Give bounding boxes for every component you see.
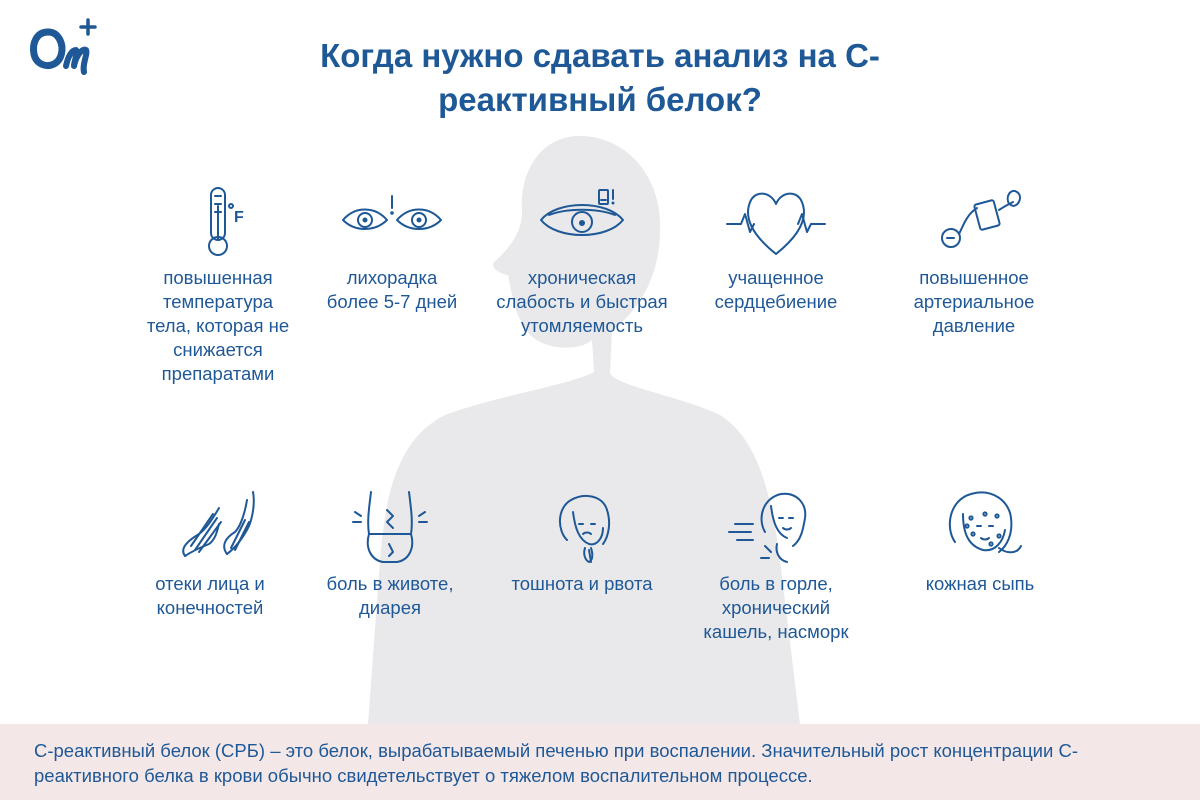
symptom-label: боль в животе, диарея: [326, 573, 454, 618]
symptom-fatigue: [482, 182, 682, 338]
symptom-hypertension: [874, 182, 1074, 338]
symptom-nausea: [482, 488, 682, 596]
symptom-label: тошнота и рвота: [511, 573, 653, 594]
symptom-label: учащенное сердцебиение: [714, 267, 838, 312]
symptom-abdominal-pain: [290, 488, 490, 620]
logo-icon[interactable]: [28, 14, 102, 82]
tired-eye-icon: [527, 182, 637, 262]
thermometer-icon: [163, 182, 273, 262]
heartbeat-icon: [721, 182, 831, 262]
symptom-label: повышенное артериальное давление: [913, 267, 1035, 336]
symptom-edema: [110, 488, 310, 620]
nausea-icon: [527, 488, 637, 568]
symptom-label: лихорадка более 5-7 дней: [326, 267, 458, 312]
eyes-icon: [337, 182, 447, 262]
svg-text:F: F: [234, 209, 244, 226]
symptom-label: отеки лица и конечностей: [155, 573, 265, 618]
info-footer: [0, 724, 1200, 800]
symptom-rash: [880, 488, 1080, 596]
tonometer-icon: [919, 182, 1029, 262]
symptom-sore-throat: [676, 488, 876, 644]
footer-text: С-реактивный белок (СРБ) – это белок, вырабатываемый печенью при воспалении. Значительный рост концентрации С-реактивного белка в крови обычно свидетельствует о тяжелом воспалительном процессе.: [34, 740, 1079, 786]
symptom-fever: [118, 182, 318, 386]
swollen-feet-icon: [155, 488, 265, 568]
cough-icon: [721, 488, 831, 568]
symptom-label: кожная сыпь: [925, 573, 1035, 594]
rash-icon: [925, 488, 1035, 568]
symptom-tachycardia: [676, 182, 876, 314]
page-title: Когда нужно сдавать анализ на С- реактивный белок?: [320, 37, 880, 118]
stomach-pain-icon: [335, 488, 445, 568]
symptom-label: повышенная температура тела, которая не снижается препаратами: [146, 267, 290, 384]
symptom-label: боль в горле, хронический кашель, насморк: [703, 573, 849, 642]
symptom-label: хроническая слабость и быстрая утомляемость: [496, 267, 668, 336]
symptom-prolonged-fever: [292, 182, 492, 314]
